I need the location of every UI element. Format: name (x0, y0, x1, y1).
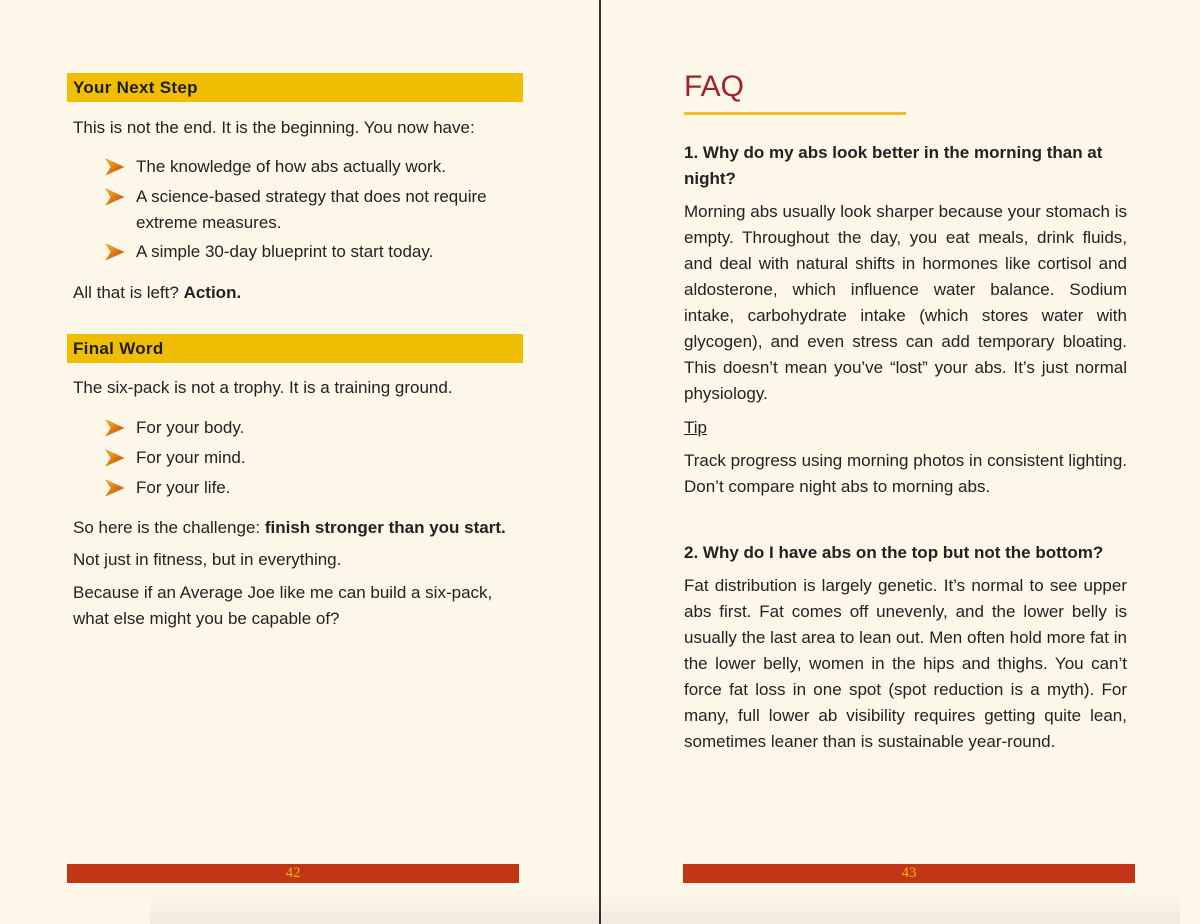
section-heading-final-word: Final Word (67, 334, 523, 363)
title-underline (684, 112, 906, 115)
arrow-bullet-icon (105, 419, 125, 437)
tip-label: Tip (684, 418, 707, 437)
faq-question-1: 1. Why do my abs look better in the morning than at night? (684, 143, 1103, 188)
page-title: FAQ (684, 70, 745, 103)
page-number-footer: 42 (67, 864, 519, 883)
list-item: For your life. (105, 475, 525, 501)
arrow-bullet-icon (105, 158, 125, 176)
page-shadow (150, 894, 1180, 924)
arrow-bullet-icon (105, 243, 125, 261)
section-heading-next-step: Your Next Step (67, 73, 523, 102)
list-item: For your mind. (105, 445, 525, 471)
faq-question-2: 2. Why do I have abs on the top but not the bottom? (684, 543, 1104, 562)
list-item: A science-based strategy that does not require extreme measures. (105, 184, 525, 236)
final-intro-text: The six-pack is not a trophy. It is a training ground. (73, 378, 453, 397)
list-item: A simple 30-day blueprint to start today. (105, 239, 525, 265)
closing-text: Because if an Average Joe like me can build a six-pack, what else might you be capable of? (73, 583, 493, 628)
action-text: All that is left? Action. (73, 283, 242, 302)
fitness-text: Not just in fitness, but in everything. (73, 550, 342, 569)
page-number-footer: 43 (683, 864, 1135, 883)
list-item: For your body. (105, 415, 525, 441)
book-spine (599, 0, 601, 924)
faq-answer-2: Fat distribution is largely genetic. It’s normal to see upper abs first. Fat comes off unevenly, and the lower belly is usually the last area to lean out. Men often hold more fat in the lower belly, women in the hips and thighs. You can’t force fat loss in one spot (spot reduction is a myth). For many, full lower ab visibility requires getting quite lean, sometimes leaner than is sustainable year-round. (684, 576, 1127, 751)
arrow-bullet-icon (105, 449, 125, 467)
arrow-bullet-icon (105, 479, 125, 497)
tip-text: Track progress using morning photos in consistent lighting. Don’t compare night abs to morning abs. (684, 451, 1127, 496)
arrow-bullet-icon (105, 188, 125, 206)
challenge-text: So here is the challenge: finish stronger than you start. (73, 518, 506, 537)
faq-answer-1: Morning abs usually look sharper because your stomach is empty. Throughout the day, you eat meals, drink fluids, and deal with natural shifts in hormones like cortisol and aldosterone, which influence water balance. Sodium intake, carbohydrate intake (which stores water with glycogen), and even stress can add temporary bloating. This doesn’t mean you’ve “lost” your abs. It’s just normal physiology. (684, 202, 1127, 403)
list-item: The knowledge of how abs actually work. (105, 154, 525, 180)
intro-text: This is not the end. It is the beginning. You now have: (73, 118, 475, 137)
